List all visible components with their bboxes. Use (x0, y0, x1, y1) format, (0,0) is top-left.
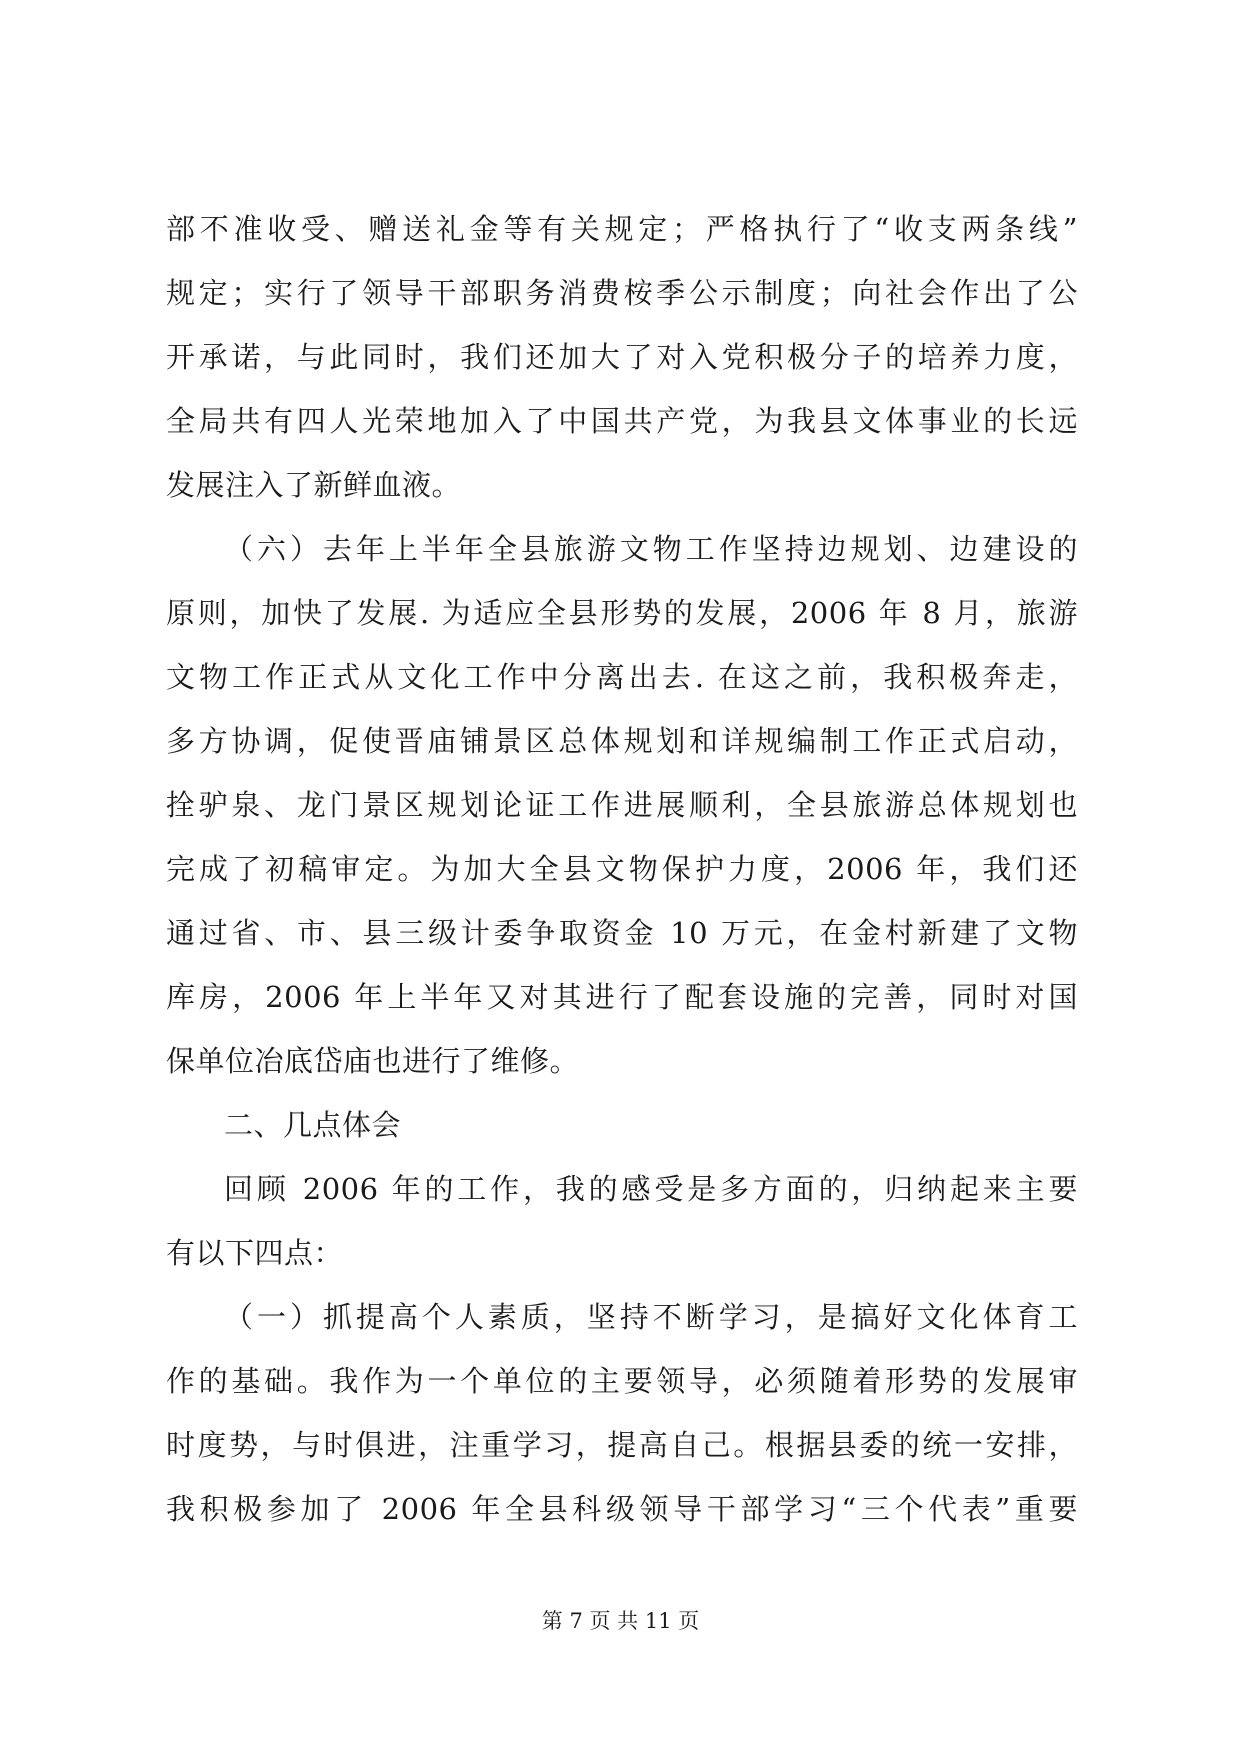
text-line: 保单位冶底岱庙也进行了维修。 (166, 1044, 580, 1078)
text-line: 全局共有四人光荣地加入了中国共产党，为我县文体事业的长远 (166, 404, 1078, 438)
text-line: 原则，加快了发展. 为适应全县形势的发展，2006 年 8 月，旅游 (166, 596, 1078, 630)
text-line: （一）抓提高个人素质，坚持不断学习，是搞好文化体育工 (224, 1300, 1078, 1334)
text-line: 库房，2006 年上半年又对其进行了配套设施的完善，同时对国 (166, 980, 1078, 1014)
text-line: 部不准收受、赠送礼金等有关规定；严格执行了“收支两条线” (166, 212, 1078, 246)
text-line: 时度势，与时俱进，注重学习，提高自己。根据县委的统一安排， (166, 1428, 1078, 1462)
text-line: 作的基础。我作为一个单位的主要领导，必须随着形势的发展审 (166, 1364, 1078, 1398)
text-line: 有以下四点： (166, 1236, 344, 1270)
text-line: 拴驴泉、龙门景区规划论证工作进展顺利，全县旅游总体规划也 (166, 788, 1078, 822)
document-body (166, 197, 1078, 1541)
text-line: 通过省、市、县三级计委争取资金 10 万元，在金村新建了文物 (166, 916, 1078, 950)
text-line: 完成了初稿审定。为加大全县文物保护力度，2006 年，我们还 (166, 852, 1078, 886)
text-line: 回顾 2006 年的工作，我的感受是多方面的，归纳起来主要 (224, 1172, 1078, 1206)
text-line: 规定；实行了领导干部职务消费桉季公示制度；向社会作出了公 (166, 276, 1078, 310)
text-line: 我积极参加了 2006 年全县科级领导干部学习“三个代表”重要 (166, 1492, 1078, 1526)
text-line: 文物工作正式从文化工作中分离出去. 在这之前，我积极奔走， (166, 660, 1078, 694)
text-line: 多方协调，促使晋庙铺景区总体规划和详规编制工作正式启动， (166, 724, 1078, 758)
text-line: 开承诺，与此同时，我们还加大了对入党积极分子的培养力度， (166, 340, 1078, 374)
section-heading: 二、几点体会 (224, 1108, 402, 1142)
text-line: （六）去年上半年全县旅游文物工作坚持边规划、边建设的 (224, 532, 1078, 566)
page-number-footer: 第 7 页 共 11 页 (541, 1609, 700, 1633)
text-line: 发展注入了新鲜血液。 (166, 468, 462, 502)
